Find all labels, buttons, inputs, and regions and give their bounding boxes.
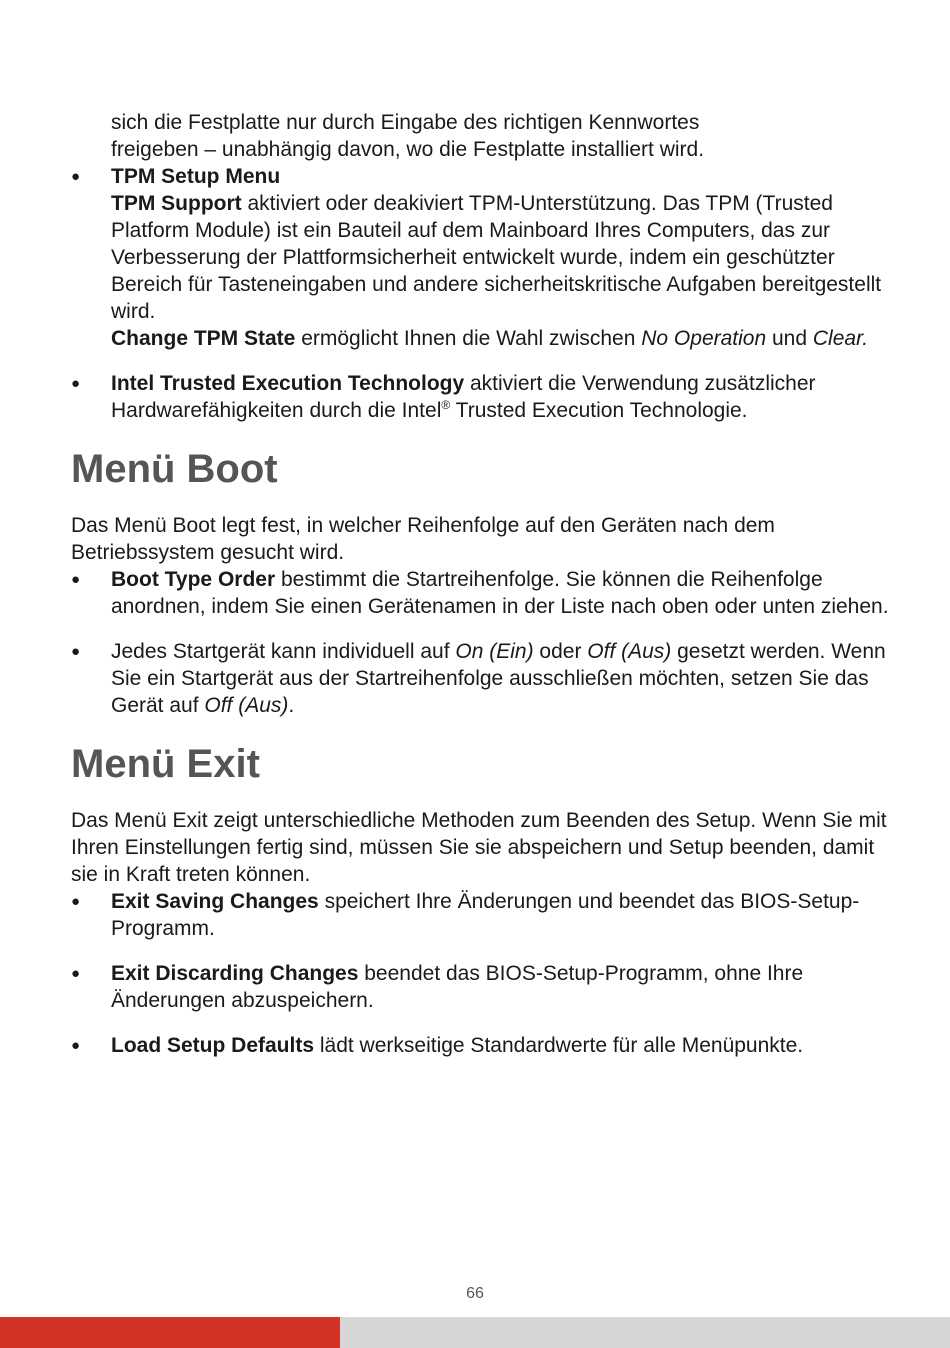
intro-line-2: freigeben – unabhängig davon, wo die Festplatte installiert wird. <box>111 138 705 161</box>
tpm-state-text-1: ermöglicht Ihnen die Wahl zwischen <box>295 327 642 350</box>
boot-toggle-text-1: Jedes Startgerät kann individuell auf <box>111 640 456 663</box>
tpm-support-paragraph <box>111 192 881 323</box>
section-heading-exit: Menü Exit <box>71 742 260 786</box>
boot-toggle-text-4: . <box>288 694 295 717</box>
boot-intro: Das Menü Boot legt fest, in welcher Reihenfolge auf den Geräten nach dem Betriebssystem gesucht wird. <box>71 514 775 564</box>
exit-saving-text: speichert Ihre Änderungen und beendet das BIOS-Setup-Programm. <box>111 890 860 940</box>
tpm-state-option-1: No Operation <box>641 327 767 350</box>
boot-list <box>71 566 891 719</box>
list-item-tpm-setup-menu <box>71 163 891 352</box>
intro-continuation <box>111 109 891 163</box>
tpm-state-term: Change TPM State <box>111 327 296 350</box>
exit-discarding-term: Exit Discarding Changes <box>111 962 359 985</box>
exit-list <box>71 888 891 1059</box>
load-defaults-term: Load Setup Defaults <box>111 1034 315 1057</box>
list-item-intel-txt <box>71 370 891 424</box>
list-item-exit-saving <box>71 888 891 942</box>
section-heading-boot: Menü Boot <box>71 447 278 491</box>
boot-type-order-text: bestimmt die Startreihenfolge. Sie können die Reihenfolge anordnen, indem Sie einen Gerätenamen in der Liste nach oben oder unten ziehen. <box>111 568 889 618</box>
boot-toggle-on: On (Ein) <box>455 640 534 663</box>
intel-txt-text-2: Trusted Execution Technologie. <box>450 399 748 422</box>
tpm-state-text-2: und <box>766 327 813 350</box>
footer-bar <box>0 1317 950 1348</box>
boot-type-order-term: Boot Type Order <box>111 568 276 591</box>
registered-mark: ® <box>441 398 451 412</box>
boot-toggle-off: Off (Aus) <box>587 640 672 663</box>
page-content <box>71 109 891 1059</box>
exit-saving-term: Exit Saving Changes <box>111 890 319 913</box>
boot-toggle-text-3: gesetzt werden. Wenn Sie ein Startgerät aus der Startreihenfolge ausschließen möchten, setzen Sie das Gerät auf <box>111 640 886 717</box>
security-list <box>71 163 891 424</box>
footer-accent-stripe <box>0 1317 340 1348</box>
tpm-support-term: TPM Support <box>111 192 242 215</box>
tpm-setup-menu-title: ● TPM Setup Menu <box>111 165 281 188</box>
load-defaults-text: lädt werkseitige Standardwerte für alle Menüpunkte. <box>314 1034 804 1057</box>
boot-toggle-off-2: Off (Aus) <box>204 694 289 717</box>
intel-txt-term: Intel Trusted Execution Technology <box>111 372 465 395</box>
tpm-state-option-2: Clear. <box>812 327 869 350</box>
page-number: 66 <box>466 1285 484 1302</box>
list-item-load-defaults <box>71 1032 891 1059</box>
tpm-state-paragraph <box>111 325 891 352</box>
exit-intro: Das Menü Exit zeigt unterschiedliche Methoden zum Beenden des Setup. Wenn Sie mit Ihren Einstellungen fertig sind, müssen Sie sie abspeichern und Setup beenden, damit sie in Kraft treten können. <box>71 809 887 886</box>
tpm-support-text: aktiviert oder deakiviert TPM-Unterstützung. Das TPM (Trusted Platform Module) ist ein Bauteil auf dem Mainboard Ihres Computers, das zur Verbesserung der Plattformsicherheit entwickelt wurde, indem ein geschützter Bereich für Tasteneingaben und andere sicherheitskritische Aufgaben bereitgestellt wird. <box>111 192 882 323</box>
list-item-boot-device-toggle <box>71 638 891 719</box>
boot-toggle-text-2: oder <box>533 640 588 663</box>
list-item-boot-type-order <box>71 566 891 620</box>
intel-txt-text-1: aktiviert die Verwendung zusätzlicher Hardwarefähigkeiten durch die Intel <box>111 372 816 422</box>
list-item-exit-discarding <box>71 960 891 1014</box>
exit-discarding-text: beendet das BIOS-Setup-Programm, ohne Ihre Änderungen abzuspeichern. <box>111 962 804 1012</box>
intro-line-1: sich die Festplatte nur durch Eingabe des richtigen Kennwortes <box>111 111 700 134</box>
